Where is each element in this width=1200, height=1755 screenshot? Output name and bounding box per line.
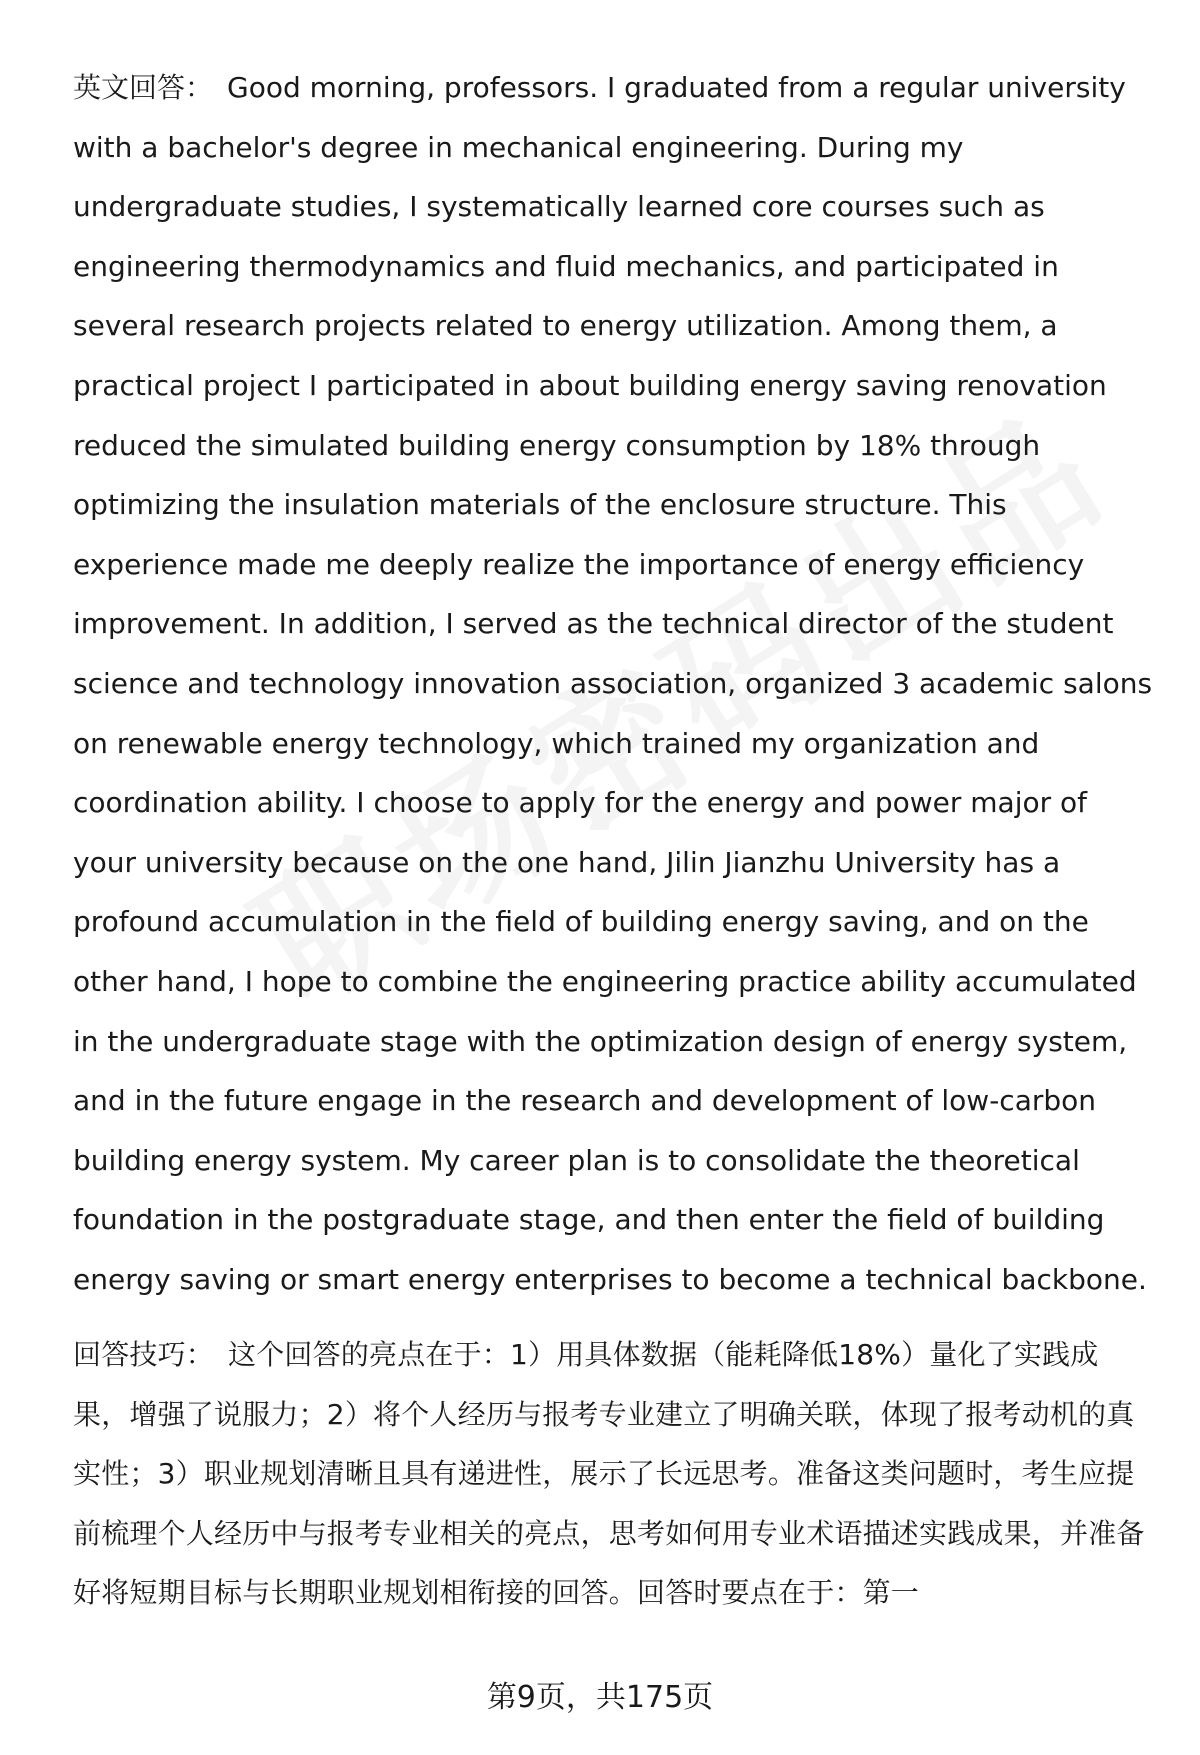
answer-tips-text: 这个回答的亮点在于：1）用具体数据（能耗降低18%）量化了实践成果，增强了说服力；2）将个人经历与报考专业建立了明确关联，体现了报考动机的真实性；3）职业规划清晰且具有递进性，展示了长远思考。准备这类问题时，考生应提前梳理个人经历中与报考专业相关的亮点，思考如何用专业术语描述实践成果，并准备好将短期目标与长期职业规划相衔接的回答。回答时要点在于：第一: [73, 1338, 1145, 1610]
answer-tips-paragraph: [73, 1325, 1153, 1623]
page-content: [73, 58, 1153, 1623]
page-number-footer: 第9页，共175页: [486, 1680, 714, 1715]
answer-tips-label: 回答技巧：: [73, 1338, 215, 1372]
english-answer-text: Good morning, professors. I graduated from a regular university with a bachelor's degree in mechanical engineering. During my undergraduate studies, I systematically learned core courses such as engineering thermodynamics and fluid mechanics, and participated in several research projects related to energy utilization. Among them, a practical project I participated in about building energy saving renovation reduced the simulated building energy consumption by 18% through optimizing the insulation materials of the enclosure structure. This experience made me deeply realize the importance of energy efficiency improvement. In addition, I served as the technical director of the student science and technology innovation association, organized 3 academic salons on renewable energy technology, which trained my organization and coordination ability. I choose to apply for the energy and power major of your university because on the one hand, Jilin Jianzhu University has a profound accumulation in the field of building energy saving, and on the other hand, I hope to combine the engineering practice ability accumulated in the undergraduate stage with the optimization design of energy system, and in the future engage in the research and development of low-carbon building energy system. My career plan is to consolidate the theoretical foundation in the postgraduate stage, and then enter the field of building energy saving or smart energy enterprises to become a technical backbone.: [73, 71, 1153, 1296]
english-answer-paragraph: [73, 58, 1153, 1309]
english-answer-label: 英文回答：: [73, 71, 214, 104]
